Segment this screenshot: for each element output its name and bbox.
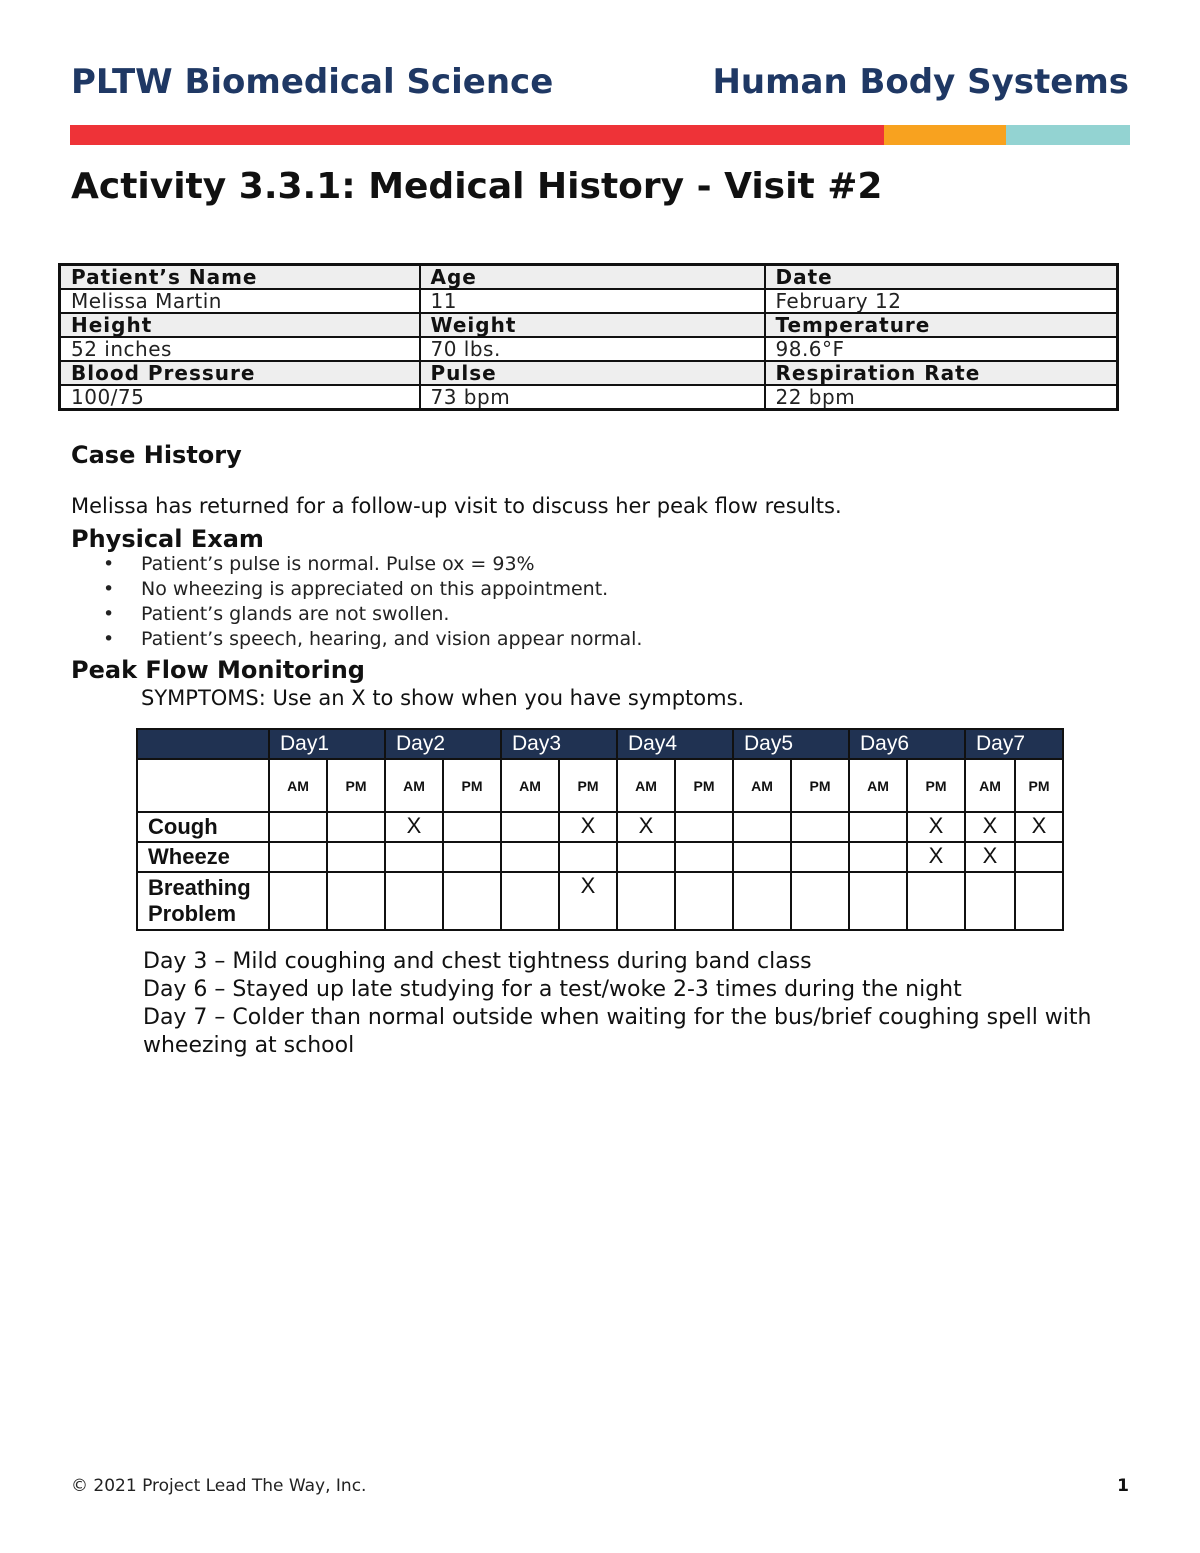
am-header: AM: [385, 759, 443, 812]
symptom-cell: [501, 812, 559, 842]
symptom-cell: [327, 812, 385, 842]
vitals-label: Blood Pressure: [60, 361, 420, 385]
note-line: Day 3 – Mild coughing and chest tightness during band class: [143, 949, 812, 974]
symptom-cell: [559, 842, 617, 872]
symptom-cell: X: [559, 872, 617, 930]
day-header: Day2: [385, 729, 501, 759]
vitals-label-row: [60, 361, 1118, 385]
symptom-cell: [385, 842, 443, 872]
program-title: PLTW Biomedical Science: [71, 62, 554, 102]
symptom-cell: X: [1015, 812, 1063, 842]
symptom-cell: [501, 872, 559, 930]
physical-exam-list: [71, 552, 642, 652]
pm-header: PM: [1015, 759, 1063, 812]
am-header: AM: [501, 759, 559, 812]
pm-header: PM: [907, 759, 965, 812]
copyright: © 2021 Project Lead The Way, Inc.: [71, 1476, 367, 1496]
vitals-value: Melissa Martin: [60, 289, 420, 313]
case-history-heading: Case History: [71, 441, 242, 469]
vitals-label: Pulse: [420, 361, 765, 385]
symptom-cell: [443, 812, 501, 842]
day-header: Day7: [965, 729, 1063, 759]
symptom-cell: X: [559, 812, 617, 842]
symptom-label-line: Breathing: [148, 875, 251, 900]
list-item: [71, 602, 642, 627]
blank-cell: [137, 759, 269, 812]
vitals-value-row: [60, 337, 1118, 361]
day-header: Day1: [269, 729, 385, 759]
symptoms-instruction: SYMPTOMS: Use an X to show when you have symptoms.: [141, 686, 745, 710]
bullet: •: [103, 578, 115, 600]
am-header: AM: [269, 759, 327, 812]
symptom-cell: [1015, 872, 1063, 930]
symptom-table: [136, 728, 1064, 931]
symptom-cell: X: [907, 842, 965, 872]
exam-item-text: No wheezing is appreciated on this appointment.: [141, 578, 609, 600]
vitals-label: Weight: [420, 313, 765, 337]
vitals-label: Date: [765, 265, 1118, 290]
symptom-cell: [733, 812, 791, 842]
symptom-cell: [327, 842, 385, 872]
vitals-label: Temperature: [765, 313, 1118, 337]
exam-item-text: Patient’s pulse is normal. Pulse ox = 93%: [141, 553, 535, 575]
symptom-cell: [443, 842, 501, 872]
vitals-label: Respiration Rate: [765, 361, 1118, 385]
symptom-cell: [269, 812, 327, 842]
symptom-cell: [1015, 842, 1063, 872]
vitals-label: Age: [420, 265, 765, 290]
symptom-cell: [965, 872, 1015, 930]
case-history-text: Melissa has returned for a follow-up visit to discuss her peak flow results.: [71, 494, 842, 518]
exam-item-text: Patient’s speech, hearing, and vision appear normal.: [141, 628, 643, 650]
symptom-label: Wheeze: [137, 842, 269, 872]
exam-item-text: Patient’s glands are not swollen.: [141, 603, 450, 625]
symptom-cell: [617, 872, 675, 930]
symptom-cell: X: [907, 812, 965, 842]
header-bar-teal: [1006, 125, 1130, 145]
pm-header: PM: [675, 759, 733, 812]
symptom-label: Cough: [137, 812, 269, 842]
table-row: [137, 812, 1063, 842]
page-number: 1: [1117, 1476, 1129, 1496]
vitals-label: Patient’s Name: [60, 265, 420, 290]
bullet: •: [103, 603, 115, 625]
vitals-label-row: [60, 313, 1118, 337]
ampm-header-row: [137, 759, 1063, 812]
peak-flow-heading: Peak Flow Monitoring: [71, 656, 365, 684]
symptom-label: [137, 872, 269, 930]
symptom-cell: [791, 812, 849, 842]
symptom-cell: X: [965, 812, 1015, 842]
symptom-cell: [501, 842, 559, 872]
symptom-cell: [675, 842, 733, 872]
symptom-notes: [143, 948, 1123, 1060]
bullet: •: [103, 628, 115, 650]
symptom-cell: [849, 812, 907, 842]
note-line: Day 7 – Colder than normal outside when waiting for the bus/brief coughing spell with wheezing at school: [143, 1005, 1092, 1058]
symptom-cell: [269, 872, 327, 930]
vitals-table: [58, 263, 1119, 411]
symptom-cell: [849, 872, 907, 930]
list-item: [71, 552, 642, 577]
symptom-cell: [907, 872, 965, 930]
vitals-value: 22 bpm: [765, 385, 1118, 410]
pm-header: PM: [559, 759, 617, 812]
table-row: [137, 842, 1063, 872]
symptom-cell: [327, 872, 385, 930]
symptom-cell: [443, 872, 501, 930]
course-title: Human Body Systems: [712, 62, 1129, 102]
day-header-row: [137, 729, 1063, 759]
vitals-value: 73 bpm: [420, 385, 765, 410]
pm-header: PM: [791, 759, 849, 812]
header-bar-red: [70, 125, 884, 145]
symptom-cell: [849, 842, 907, 872]
vitals-label-row: [60, 265, 1118, 290]
symptom-cell: [675, 812, 733, 842]
symptom-cell: X: [617, 812, 675, 842]
day-header: Day4: [617, 729, 733, 759]
symptom-cell: X: [965, 842, 1015, 872]
am-header: AM: [849, 759, 907, 812]
symptom-cell: [733, 872, 791, 930]
am-header: AM: [733, 759, 791, 812]
note-line: Day 6 – Stayed up late studying for a test/woke 2-3 times during the night: [143, 977, 962, 1002]
symptom-cell: [617, 842, 675, 872]
am-header: AM: [617, 759, 675, 812]
list-item: [71, 627, 642, 652]
list-item: [71, 577, 642, 602]
vitals-value: 52 inches: [60, 337, 420, 361]
symptom-cell: [791, 842, 849, 872]
pm-header: PM: [327, 759, 385, 812]
table-row: [137, 872, 1063, 930]
vitals-value: 100/75: [60, 385, 420, 410]
corner-cell: [137, 729, 269, 759]
symptom-cell: [791, 872, 849, 930]
am-header: AM: [965, 759, 1015, 812]
vitals-value: 98.6°F: [765, 337, 1118, 361]
day-header: Day6: [849, 729, 965, 759]
vitals-value-row: [60, 385, 1118, 410]
vitals-label: Height: [60, 313, 420, 337]
vitals-value-row: [60, 289, 1118, 313]
physical-exam-heading: Physical Exam: [71, 525, 264, 553]
symptom-cell: X: [385, 812, 443, 842]
vitals-value: 70 lbs.: [420, 337, 765, 361]
page-title: Activity 3.3.1: Medical History - Visit #2: [71, 166, 883, 207]
header-bar-orange: [884, 125, 1006, 145]
symptom-cell: [733, 842, 791, 872]
vitals-value: February 12: [765, 289, 1118, 313]
day-header: Day3: [501, 729, 617, 759]
pm-header: PM: [443, 759, 501, 812]
symptom-label-line: Problem: [148, 901, 237, 926]
symptom-cell: [675, 872, 733, 930]
bullet: •: [103, 553, 115, 575]
day-header: Day5: [733, 729, 849, 759]
symptom-cell: [385, 872, 443, 930]
symptom-cell: [269, 842, 327, 872]
vitals-value: 11: [420, 289, 765, 313]
